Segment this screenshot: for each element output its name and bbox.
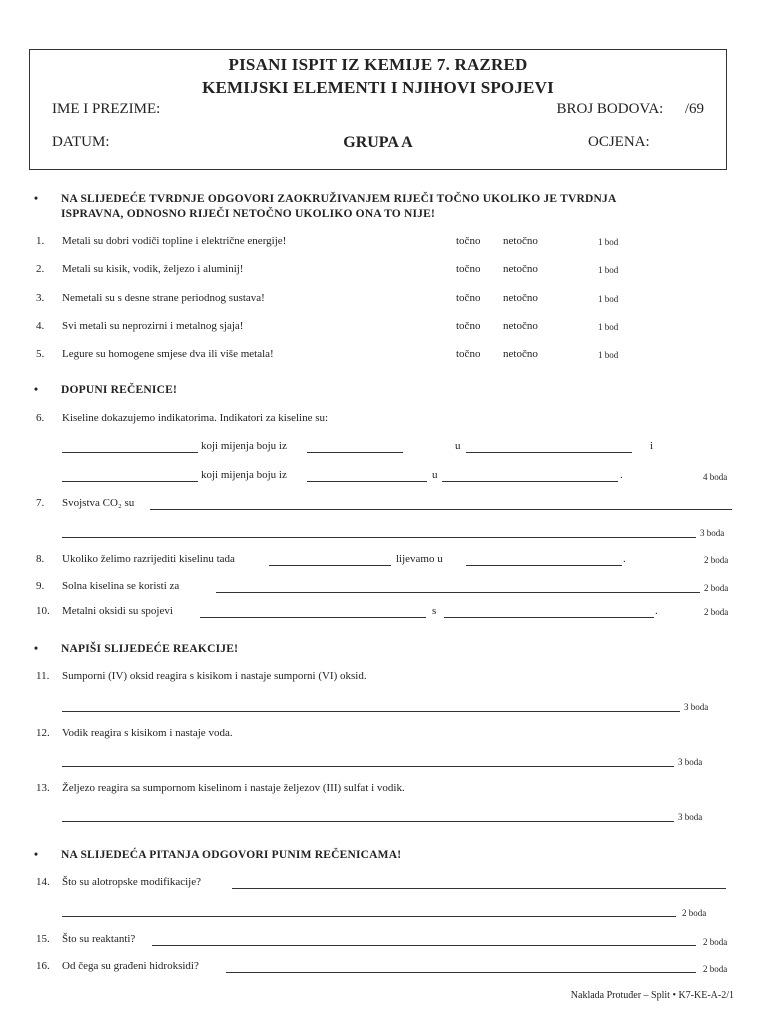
answer-line[interactable] xyxy=(466,565,622,566)
points-label-text: BROJ BODOVA: xyxy=(556,101,664,117)
points-total: /69 xyxy=(684,101,704,117)
question-text: Što su alotropske modifikacije? xyxy=(62,876,201,888)
question-points: 1 bod xyxy=(598,265,619,275)
bullet-icon: • xyxy=(34,193,39,205)
question-points: 1 bod xyxy=(598,294,619,304)
question-number: 4. xyxy=(36,320,45,332)
question-text: Legure su homogene smjese dva ili više metala! xyxy=(62,348,274,360)
question-text: Što su reaktanti? xyxy=(62,933,136,945)
false-option[interactable]: netočno xyxy=(503,235,538,247)
true-option[interactable]: točno xyxy=(456,320,481,332)
question-number: 12. xyxy=(36,727,50,739)
question-points: 2 boda xyxy=(682,908,707,918)
false-option[interactable]: netočno xyxy=(503,263,538,275)
fill-text: u xyxy=(432,469,438,481)
question-text: Nemetali su s desne strane periodnog sustava! xyxy=(62,292,265,304)
question-points: 2 boda xyxy=(703,964,728,974)
section2-heading-text: DOPUNI REČENICE! xyxy=(61,384,177,396)
answer-line[interactable] xyxy=(62,452,198,453)
answer-line[interactable] xyxy=(62,916,676,917)
publisher-footer: Naklada Protuđer – Split • K7-KE-A-2/1 xyxy=(570,990,734,1001)
answer-line[interactable] xyxy=(307,452,403,453)
answer-line[interactable] xyxy=(216,592,700,593)
fill-text: u xyxy=(455,440,461,452)
question-number: 14. xyxy=(36,876,50,888)
answer-line[interactable] xyxy=(232,888,726,889)
question-points: 3 boda xyxy=(684,702,709,712)
answer-line[interactable] xyxy=(442,481,618,482)
question-number: 2. xyxy=(36,263,45,275)
fill-text: . xyxy=(655,605,658,617)
fill-text: i xyxy=(650,440,654,452)
question-text: Kiseline dokazujemo indikatorima. Indikatori za kiseline su: xyxy=(62,412,329,424)
question-text: Svojstva CO₂ su xyxy=(62,497,135,509)
section1-heading-line1: NA SLIJEDEĆE TVRDNJE ODGOVORI ZAOKRUŽIVANJEM RIJEČI TOČNO UKOLIKO JE TVRDNJA xyxy=(61,193,617,205)
points-label xyxy=(556,101,704,118)
answer-line[interactable] xyxy=(307,481,427,482)
question-points: 3 boda xyxy=(678,812,703,822)
answer-line[interactable] xyxy=(269,565,391,566)
answer-line[interactable] xyxy=(226,972,696,973)
question-text: Ukoliko želimo razrijediti kiselinu tada xyxy=(62,553,235,565)
answer-line[interactable] xyxy=(152,945,696,946)
fill-text: . xyxy=(623,553,626,565)
group-label: GRUPA A xyxy=(343,134,413,151)
answer-line[interactable] xyxy=(62,481,198,482)
fill-text: koji mijenja boju iz xyxy=(201,469,287,481)
question-points: 1 bod xyxy=(598,237,619,247)
question-text: Od čega su građeni hidroksidi? xyxy=(62,960,199,972)
true-option[interactable]: točno xyxy=(456,348,481,360)
false-option[interactable]: netočno xyxy=(503,320,538,332)
question-number: 5. xyxy=(36,348,45,360)
bullet-icon: • xyxy=(34,384,39,396)
question-points: 2 boda xyxy=(704,555,729,565)
answer-line[interactable] xyxy=(62,766,674,767)
answer-line[interactable] xyxy=(62,711,680,712)
question-text: Metalni oksidi su spojevi xyxy=(62,605,173,617)
question-number: 7. xyxy=(36,497,45,509)
answer-line[interactable] xyxy=(200,617,426,618)
section4-heading-text: NA SLIJEDEĆA PITANJA ODGOVORI PUNIM REČENICAMA! xyxy=(61,849,402,861)
question-number: 1. xyxy=(36,235,45,247)
section1-heading-line2: ISPRAVNA, ODNOSNO RIJEČI NETOČNO UKOLIKO ONA TO NIJE! xyxy=(61,208,435,220)
section3-heading-text: NAPIŠI SLIJEDEĆE REAKCIJE! xyxy=(61,643,239,655)
true-option[interactable]: točno xyxy=(456,292,481,304)
bullet-icon: • xyxy=(34,849,39,861)
question-number: 16. xyxy=(36,960,50,972)
header-box xyxy=(29,49,727,170)
exam-subtitle: KEMIJSKI ELEMENTI I NJIHOVI SPOJEVI xyxy=(202,78,554,97)
fill-text: koji mijenja boju iz xyxy=(201,440,287,452)
question-number: 13. xyxy=(36,782,50,794)
question-number: 11. xyxy=(36,670,50,682)
question-points: 2 boda xyxy=(703,937,728,947)
question-text: Željezo reagira sa sumpornom kiselinom i nastaje željezov (III) sulfat i vodik. xyxy=(62,782,405,794)
exam-title: PISANI ISPIT IZ KEMIJE 7. RAZRED xyxy=(228,55,528,74)
question-number: 3. xyxy=(36,292,45,304)
question-points: 2 boda xyxy=(704,607,729,617)
question-number: 6. xyxy=(36,412,45,424)
answer-line[interactable] xyxy=(62,537,696,538)
fill-text: . xyxy=(620,469,623,481)
name-label: IME I PREZIME: xyxy=(52,101,161,117)
question-number: 15. xyxy=(36,933,50,945)
question-points: 1 bod xyxy=(598,350,619,360)
fill-text: lijevamo u xyxy=(396,553,443,565)
question-number: 10. xyxy=(36,605,50,617)
fill-text: s xyxy=(432,605,437,617)
question-points: 2 boda xyxy=(704,583,729,593)
question-points: 1 bod xyxy=(598,322,619,332)
true-option[interactable]: točno xyxy=(456,235,481,247)
question-text: Vodik reagira s kisikom i nastaje voda. xyxy=(62,727,233,739)
answer-line[interactable] xyxy=(62,821,674,822)
question-number: 9. xyxy=(36,580,45,592)
question-text: Sumporni (IV) oksid reagira s kisikom i nastaje sumporni (VI) oksid. xyxy=(62,670,367,682)
question-points: 3 boda xyxy=(700,528,725,538)
true-option[interactable]: točno xyxy=(456,263,481,275)
grade-label: OCJENA: xyxy=(588,134,650,150)
question-number: 8. xyxy=(36,553,45,565)
question-points: 4 boda xyxy=(703,472,728,482)
question-text: Svi metali su neprozirni i metalnog sjaja! xyxy=(62,320,244,332)
false-option[interactable]: netočno xyxy=(503,292,538,304)
question-text: Metali su dobri vodiči topline i električne energije! xyxy=(62,235,287,247)
question-text: Metali su kisik, vodik, željezo i aluminij! xyxy=(62,263,244,275)
question-points: 3 boda xyxy=(678,757,703,767)
answer-line[interactable] xyxy=(466,452,632,453)
false-option[interactable]: netočno xyxy=(503,348,538,360)
date-label: DATUM: xyxy=(52,134,110,150)
bullet-icon: • xyxy=(34,643,39,655)
answer-line[interactable] xyxy=(444,617,654,618)
answer-line[interactable] xyxy=(150,509,732,510)
question-text: Solna kiselina se koristi za xyxy=(62,580,180,592)
